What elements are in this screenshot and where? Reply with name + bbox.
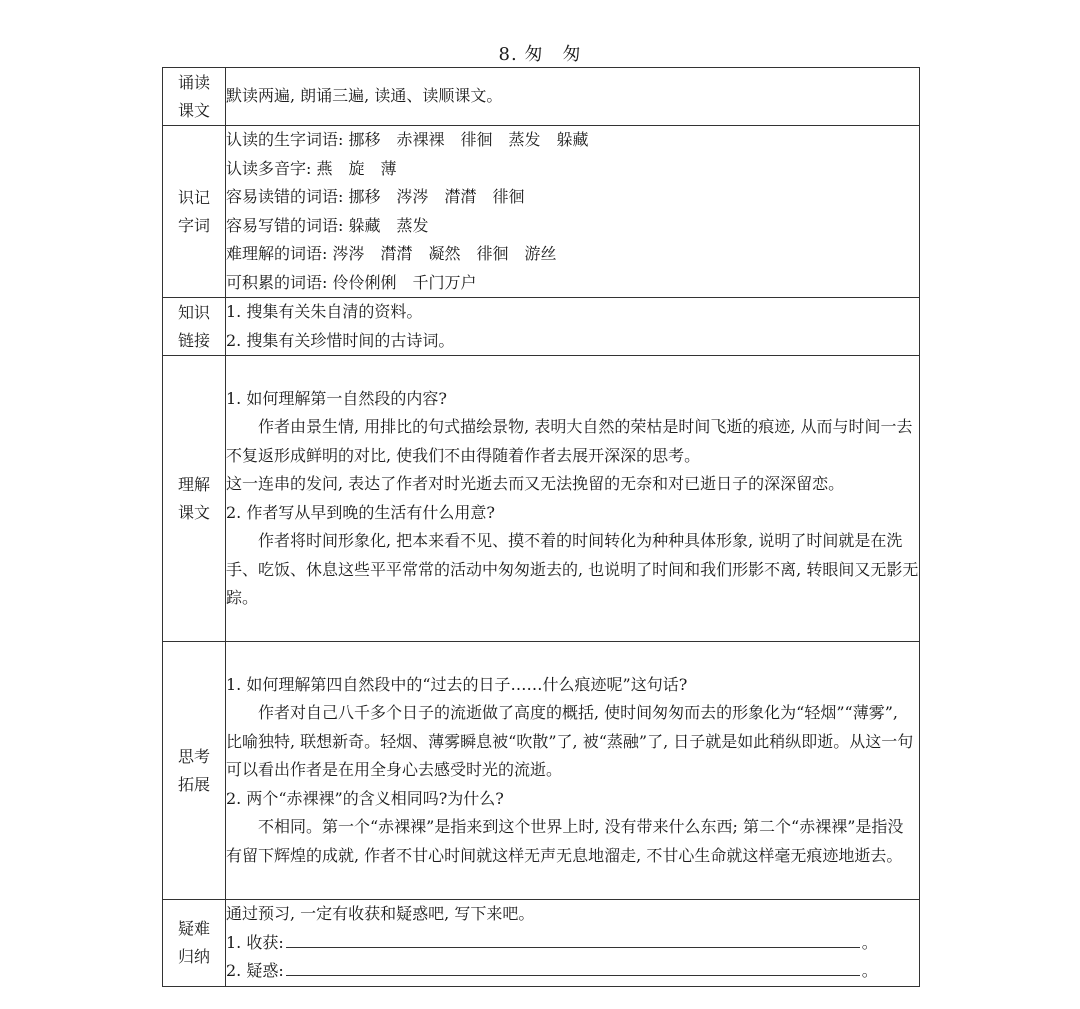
label-extend <box>163 642 226 900</box>
label-line: 链接 <box>177 330 210 350</box>
question: 2. 作者写从早到晚的生活有什么用意? <box>226 502 495 522</box>
answer: 作者将时间形象化, 把本来看不见、摸不着的时间转化为种种具体形象, 说明了时间就是在洗手、吃饭、休息这些平平常常的活动中匆匆逝去的, 也说明了时间和我们形影不离, 转眼间又无影无踪。 <box>226 531 919 607</box>
word-line: 容易写错的词语: 躲藏 蒸发 <box>226 215 429 235</box>
row-words <box>163 126 920 298</box>
row-recite <box>163 68 920 126</box>
preview-worksheet <box>162 67 920 987</box>
word-line: 认读多音字: 燕 旋 薄 <box>226 158 397 178</box>
question: 1. 如何理解第四自然段中的“过去的日子……什么痕迹呢”这句话? <box>226 674 688 694</box>
label-knowledge <box>163 298 226 356</box>
label-line: 思考 <box>177 746 210 766</box>
label-line: 字词 <box>177 215 210 235</box>
answer: 不相同。第一个“赤裸裸”是指来到这个世界上时, 没有带来什么东西; 第二个“赤裸裸”是指没有留下辉煌的成就, 作者不甘心时间就这样无声无息地溜走, 不甘心生命就这样毫无痕迹地逝去。 <box>226 817 904 865</box>
label-doubts <box>163 900 226 987</box>
label-line: 归纳 <box>177 946 210 966</box>
row-understand <box>163 356 920 642</box>
knowledge-line: 1. 搜集有关朱自清的资料。 <box>226 302 423 321</box>
content-recite <box>226 68 920 126</box>
row-extend <box>163 642 920 900</box>
label-line: 课文 <box>177 100 210 120</box>
doubts-intro: 通过预习, 一定有收获和疑惑吧, 写下来吧。 <box>226 904 535 923</box>
word-line: 容易读错的词语: 挪移 涔涔 潸潸 徘徊 <box>226 187 525 206</box>
answer: 这一连串的发问, 表达了作者对时光逝去而又无法挽留的无奈和对已逝日子的深深留恋。 <box>226 474 845 493</box>
page-title: 8. 匆 匆 <box>498 44 582 65</box>
end-mark: 。 <box>861 961 878 980</box>
row-knowledge <box>163 298 920 356</box>
label-line: 识记 <box>177 187 210 207</box>
answer: 作者对自己八千多个日子的流逝做了高度的概括, 使时间匆匆而去的形象化为“轻烟”“薄雾”, 比喻独特, 联想新奇。轻烟、薄雾瞬息被“吹散”了, 被“蒸融”了, 日子就是如此稍纵即逝。从这一句可以看出作者是在用全身心去感受时光的流逝。 <box>226 703 914 780</box>
content-words <box>226 126 920 298</box>
doubt-blank-field[interactable] <box>286 957 860 976</box>
label-line: 课文 <box>177 502 210 522</box>
knowledge-line: 2. 搜集有关珍惜时间的古诗词。 <box>226 330 455 350</box>
question: 1. 如何理解第一自然段的内容? <box>226 388 447 408</box>
label-line: 诵读 <box>177 72 210 92</box>
label-line: 疑难 <box>177 918 210 938</box>
question: 2. 两个“赤裸裸”的含义相同吗?为什么? <box>226 788 504 808</box>
end-mark: 。 <box>861 932 878 952</box>
answer: 作者由景生情, 用排比的句式描绘景物, 表明大自然的荣枯是时间飞逝的痕迹, 从而与时间一去不复返形成鲜明的对比, 使我们不由得随着作者去展开深深的思考。 <box>226 417 913 465</box>
content-doubts <box>226 900 920 987</box>
gain-label: 1. 收获: <box>226 932 284 952</box>
doubt-line <box>226 957 919 986</box>
content-extend <box>226 642 920 900</box>
gain-line <box>226 929 919 958</box>
label-line: 拓展 <box>177 774 210 794</box>
label-recite <box>163 68 226 126</box>
recite-text: 默读两遍, 朗诵三遍, 读通、读顺课文。 <box>226 86 503 106</box>
gain-blank-field[interactable] <box>286 929 860 948</box>
label-line: 理解 <box>177 474 210 494</box>
doubt-label: 2. 疑惑: <box>226 961 284 980</box>
label-understand <box>163 356 226 642</box>
content-understand <box>226 356 920 642</box>
row-doubts <box>163 900 920 987</box>
word-line: 难理解的词语: 涔涔 潸潸 凝然 徘徊 游丝 <box>226 244 557 263</box>
label-words <box>163 126 226 298</box>
word-line: 认读的生字词语: 挪移 赤裸裸 徘徊 蒸发 躲藏 <box>226 130 589 149</box>
word-line: 可积累的词语: 伶伶俐俐 千门万户 <box>226 272 477 292</box>
content-knowledge <box>226 298 920 356</box>
label-line: 知识 <box>177 302 210 322</box>
